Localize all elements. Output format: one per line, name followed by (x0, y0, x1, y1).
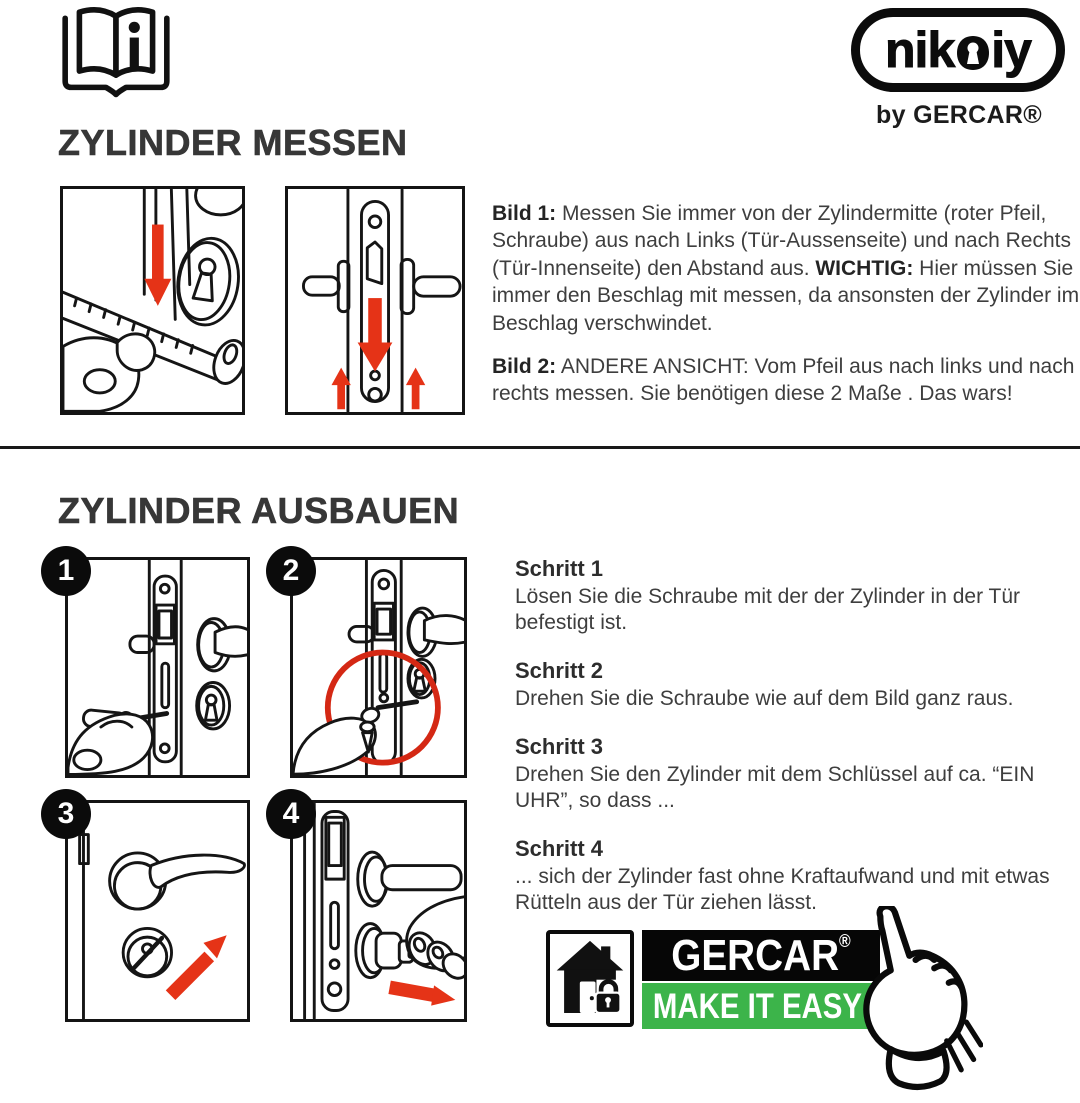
bild2-text: ANDERE ANSICHT: Vom Pfeil aus nach links und nach rechts messen. Sie benötigen diese 2 Maße . Das wars! (492, 355, 1075, 406)
steps-list (515, 556, 1080, 916)
step-item-4 (515, 836, 1080, 916)
illustration-step2-remove-screw (290, 557, 467, 778)
registered-mark: ® (839, 930, 851, 951)
step-text: ... sich der Zylinder fast ohne Kraftaufwand und mit etwas Rütteln aus der Tür ziehen lässt. (515, 865, 1050, 914)
logo-text-right: iy (991, 22, 1031, 78)
bild1-text-2: Hier müssen Sie immer den Beschlag mit messen, da ansonsten der Zylinder im Beschlag verschwindet. (492, 256, 1080, 335)
bild2-caption (492, 353, 1080, 408)
pointing-hand-icon (843, 906, 983, 1096)
section-heading-ausbauen: ZYLINDER AUSBAUEN (58, 490, 460, 531)
step-title: Schritt 2 (515, 658, 604, 683)
step-badge-2: 2 (266, 546, 316, 596)
bild1-text-1: Messen Sie immer von der Zylindermitte (roter Pfeil, Schraube) aus nach Links (Tür-Aussenseite) und nach Rechts (Tür-Innenseite) den Abstand aus. (492, 202, 1071, 280)
gercar-brand-text: GERCAR (671, 930, 840, 980)
illustration-step3-turn-key (65, 800, 250, 1022)
keyhole-e-icon (956, 35, 990, 71)
messen-description (492, 200, 1080, 408)
step-text: Drehen Sie den Zylinder mit dem Schlüssel auf ca. “EIN UHR”, so dass ... (515, 763, 1035, 812)
nikeiy-logo (851, 8, 1065, 92)
bild2-label: Bild 2: (492, 355, 557, 379)
tagline-text: MAKE IT EASY (652, 986, 863, 1026)
section-divider (0, 446, 1080, 449)
step-title: Schritt 4 (515, 836, 604, 861)
step-badge-3: 3 (41, 789, 91, 839)
make-it-easy-bar (642, 983, 873, 1029)
illustration-measure-ruler (60, 186, 245, 415)
bild1-label: Bild 1: (492, 202, 557, 225)
illustration-measure-faceplate (285, 186, 465, 415)
logo-text-left: nik (885, 22, 955, 78)
step-item-3 (515, 734, 1080, 814)
step-text: Drehen Sie die Schraube wie auf dem Bild ganz raus. (515, 687, 1014, 710)
bild1-caption (492, 200, 1080, 337)
step-title: Schritt 1 (515, 556, 604, 581)
section-heading-messen: ZYLINDER MESSEN (58, 122, 408, 163)
step-badge-1: 1 (41, 546, 91, 596)
brand-byline: by GERCAR® (876, 101, 1042, 129)
step-badge-4: 4 (266, 789, 316, 839)
manual-book-icon (55, 4, 177, 98)
illustration-step1-unscrew (65, 557, 250, 778)
step-title: Schritt 3 (515, 734, 604, 759)
step-item-1 (515, 556, 1080, 636)
step-item-2 (515, 658, 1080, 712)
house-lock-icon (546, 930, 634, 1027)
step-text: Lösen Sie die Schraube mit der der Zylinder in der Tür befestigt ist. (515, 585, 1021, 634)
brand-logo (851, 8, 1067, 130)
bild1-wichtig-label: WICHTIG: (815, 256, 914, 280)
illustration-step4-pull-cylinder (290, 800, 467, 1022)
